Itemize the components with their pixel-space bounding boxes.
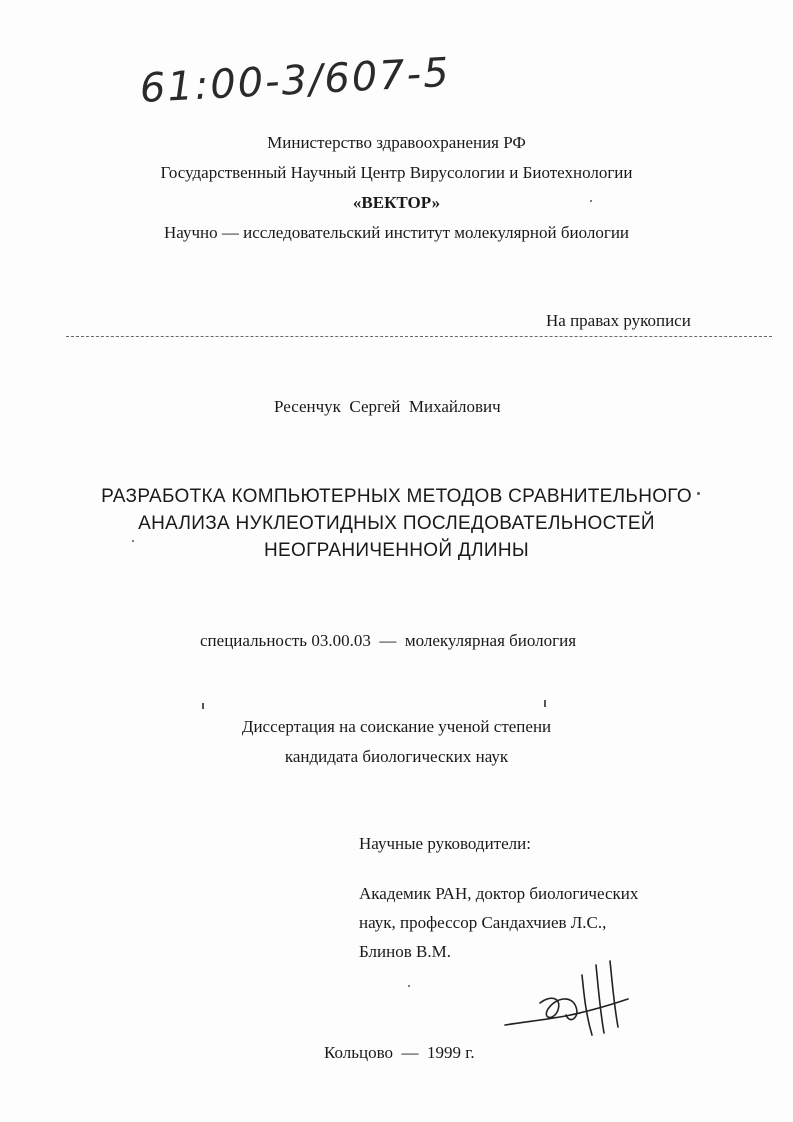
dissertation-line-2: кандидата биологических наук [284, 747, 509, 766]
scan-speck [408, 985, 410, 987]
specialty-line: специальность 03.00.03 — молекулярная биология [200, 631, 577, 650]
research-center-line: Государственный Научный Центр Вирусологии и Биотехнологии [160, 163, 633, 182]
dissertation-line-1: Диссертация на соискание ученой степени [241, 717, 552, 736]
supervisors-line-3: Блинов В.М. [359, 942, 451, 961]
author-name: Ресенчук Сергей Михайлович [274, 397, 501, 416]
vector-name: «ВЕКТОР» [352, 193, 441, 212]
ministry-line: Министерство здравоохранения РФ [267, 133, 526, 152]
place-and-year: Кольцово — 1999 г. [324, 1043, 475, 1062]
title-line-3: НЕОГРАНИЧЕННОЙ ДЛИНЫ [264, 540, 529, 561]
title-line-1: РАЗРАБОТКА КОМПЬЮТЕРНЫХ МЕТОДОВ СРАВНИТЕЛЬНОГО [101, 486, 692, 507]
scan-speck [202, 703, 204, 709]
scan-speck [544, 700, 546, 707]
archive-code-handwritten: 61:00-3/607-5 [138, 49, 452, 112]
institute-line: Научно — исследовательский институт молекулярной биологии [163, 223, 630, 242]
separator-line [66, 336, 772, 337]
supervisors-heading: Научные руководители: [359, 834, 531, 853]
rights-note: На правах рукописи [546, 311, 691, 330]
scan-speck [132, 540, 134, 542]
title-line-2: АНАЛИЗА НУКЛЕОТИДНЫХ ПОСЛЕДОВАТЕЛЬНОСТЕЙ [138, 513, 655, 534]
scan-speck [697, 492, 700, 495]
supervisors-line-1: Академик РАН, доктор биологических [359, 884, 639, 903]
scan-speck [590, 200, 592, 202]
dissertation-title [0, 483, 793, 564]
supervisors-line-2: наук, профессор Сандахчиев Л.С., [359, 913, 607, 932]
signature-image [500, 955, 650, 1045]
